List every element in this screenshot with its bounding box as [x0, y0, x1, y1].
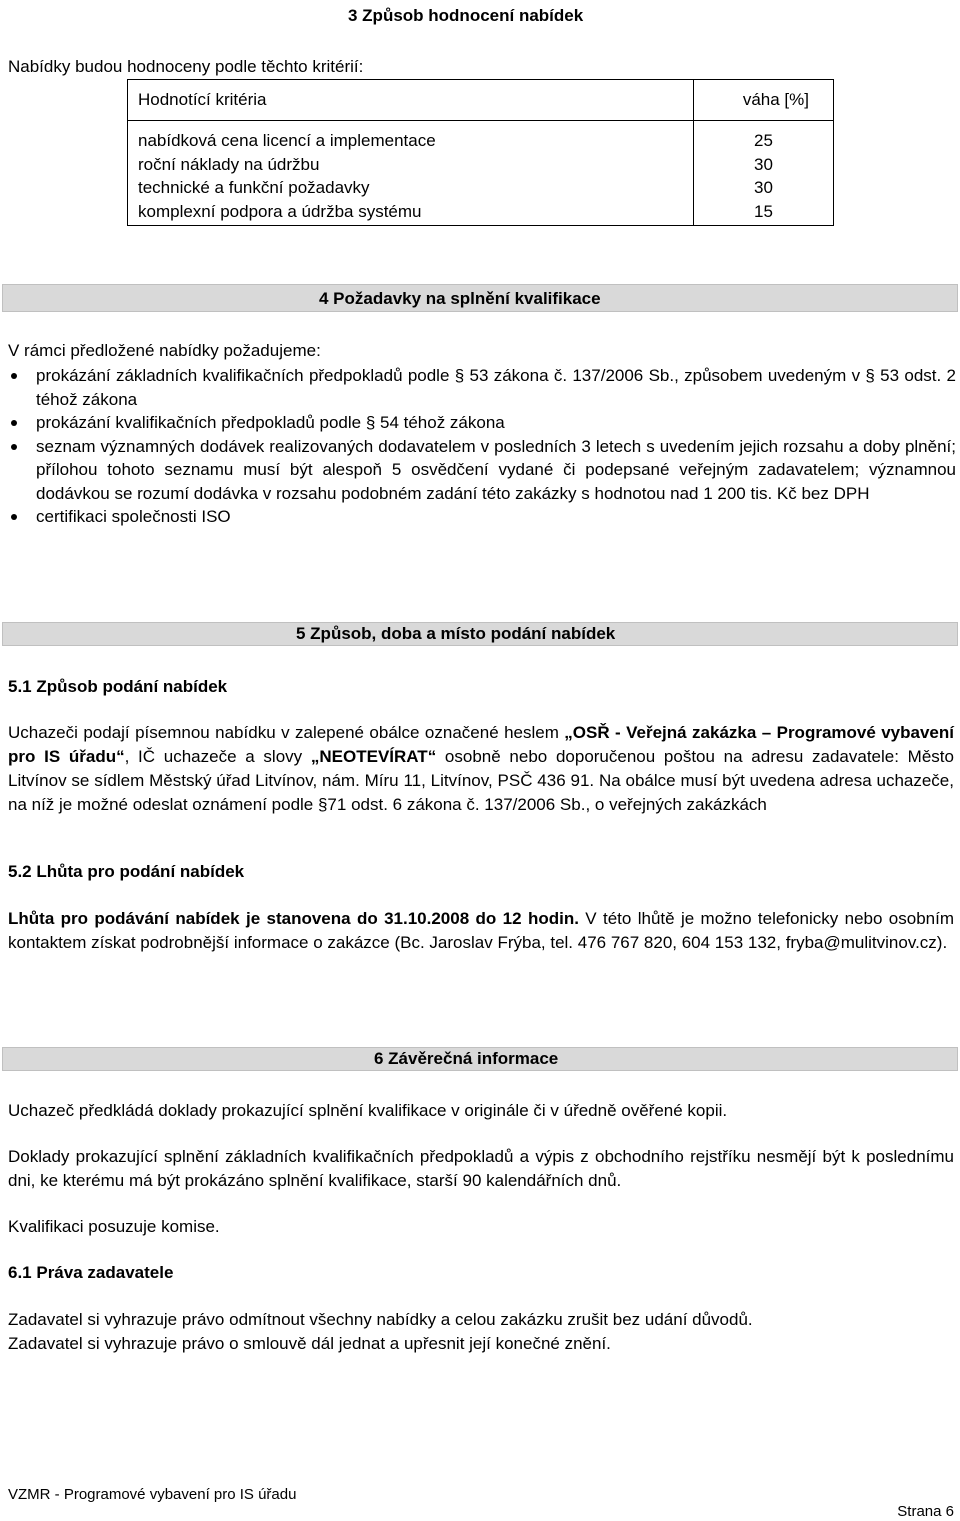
- qualification-list: [8, 364, 956, 529]
- weight-cell: 25: [754, 131, 773, 150]
- footer-page-number: Strana 6: [897, 1503, 954, 1520]
- criterion-cell: komplexní podpora a údržba systému: [138, 201, 422, 221]
- rights-paragraph-1: Zadavatel si vyhrazuje právo odmítnout všechny nabídky a celou zakázku zrušit bez udání důvodů.: [8, 1310, 753, 1329]
- final-paragraph-3: Kvalifikaci posuzuje komise.: [8, 1217, 220, 1236]
- criterion-cell: nabídková cena licencí a implementace: [138, 131, 436, 150]
- criterion-cell: roční náklady na údržbu: [138, 154, 320, 174]
- final-paragraph-2: Doklady prokazující splnění základních kvalifikačních předpokladů a výpis z obchodního rejstříku nesmějí být k poslednímu dni, ke kterému má být prokázáno splnění kvalifikace, starší 90 kalendářních dnů.: [8, 1147, 954, 1190]
- section-4-heading: 4 Požadavky na splnění kvalifikace: [319, 289, 601, 308]
- section-3-heading: 3 Způsob hodnocení nabídek: [348, 6, 584, 25]
- list-item: certifikaci společnosti ISO: [8, 505, 956, 529]
- criteria-table-header: [128, 80, 834, 121]
- criteria-table: [127, 79, 834, 226]
- deadline-paragraph: Lhůta pro podávání nabídek je stanovena do 31.10.2008 do 12 hodin. V této lhůtě je možno telefonicky nebo osobním kontaktem získat podrobnější informace o zakázce (Bc. Jaroslav Frýba, tel. 476 767 820, 604 153 132, fryba@mulitvinov.cz).: [8, 909, 954, 952]
- section-3-intro: Nabídky budou hodnoceny podle těchto kritérií:: [8, 57, 364, 76]
- submission-paragraph: Uchazeči podají písemnou nabídku v zalepené obálce označené heslem „OSŘ - Veřejná zakázka – Programové vybavení pro IS úřadu“, IČ uchazeče a slovy „NEOTEVÍRAT“ osobně nebo doporučenou poštou na adresu zadavatele: Město Litvínov se sídlem Městský úřad Litvínov, nám. Míru 11, Litvínov, PSČ 436 91. Na obálce musí být uvedena adresa uchazeče, na níž je možné odeslat oznámení podle §71 odst. 6 zákona č. 137/2006 Sb., o veřejných zakázkách: [8, 723, 954, 814]
- section-6-heading: 6 Závěrečná informace: [374, 1049, 559, 1068]
- section-4-intro: V rámci předložené nabídky požadujeme:: [8, 341, 321, 360]
- rights-paragraph-2: Zadavatel si vyhrazuje právo o smlouvě dál jednat a upřesnit její konečné znění.: [8, 1334, 611, 1353]
- subsection-5-2-heading: 5.2 Lhůta pro podání nabídek: [8, 862, 245, 881]
- footer-document-title: VZMR - Programové vybavení pro IS úřadu: [8, 1486, 297, 1503]
- weight-column-header: váha [%]: [694, 80, 834, 121]
- weight-cell: 30: [754, 154, 773, 174]
- criterion-cell: technické a funkční požadavky: [138, 178, 370, 197]
- list-item: prokázání základních kvalifikačních předpokladů podle § 53 zákona č. 137/2006 Sb., způsobem uvedeným v § 53 odst. 2 téhož zákona: [8, 364, 956, 411]
- weight-cell: 15: [754, 201, 773, 221]
- section-5-heading: 5 Způsob, doba a místo podání nabídek: [296, 624, 616, 643]
- list-item: prokázání kvalifikačních předpokladů podle § 54 téhož zákona: [8, 411, 956, 435]
- criteria-column-header: Hodnotící kritéria: [128, 80, 694, 121]
- weight-cell: 30: [754, 178, 773, 197]
- subsection-5-1-heading: 5.1 Způsob podání nabídek: [8, 677, 228, 696]
- criteria-table-body: [128, 121, 834, 226]
- list-item: seznam významných dodávek realizovaných dodavatelem v posledních 3 letech s uvedením jejich rozsahu a doby plnění; přílohou tohoto seznamu musí být alespoň 5 osvědčení vydané či podepsané veřejným zadavatelem; významnou dodávkou se rozumí dodávka v rozsahu podobném zadání této zakázky s hodnotou nad 1 200 tis. Kč bez DPH: [8, 435, 956, 506]
- subsection-6-1-heading: 6.1 Práva zadavatele: [8, 1263, 174, 1282]
- final-paragraph-1: Uchazeč předkládá doklady prokazující splnění kvalifikace v originále či v úředně ověřené kopii.: [8, 1101, 728, 1120]
